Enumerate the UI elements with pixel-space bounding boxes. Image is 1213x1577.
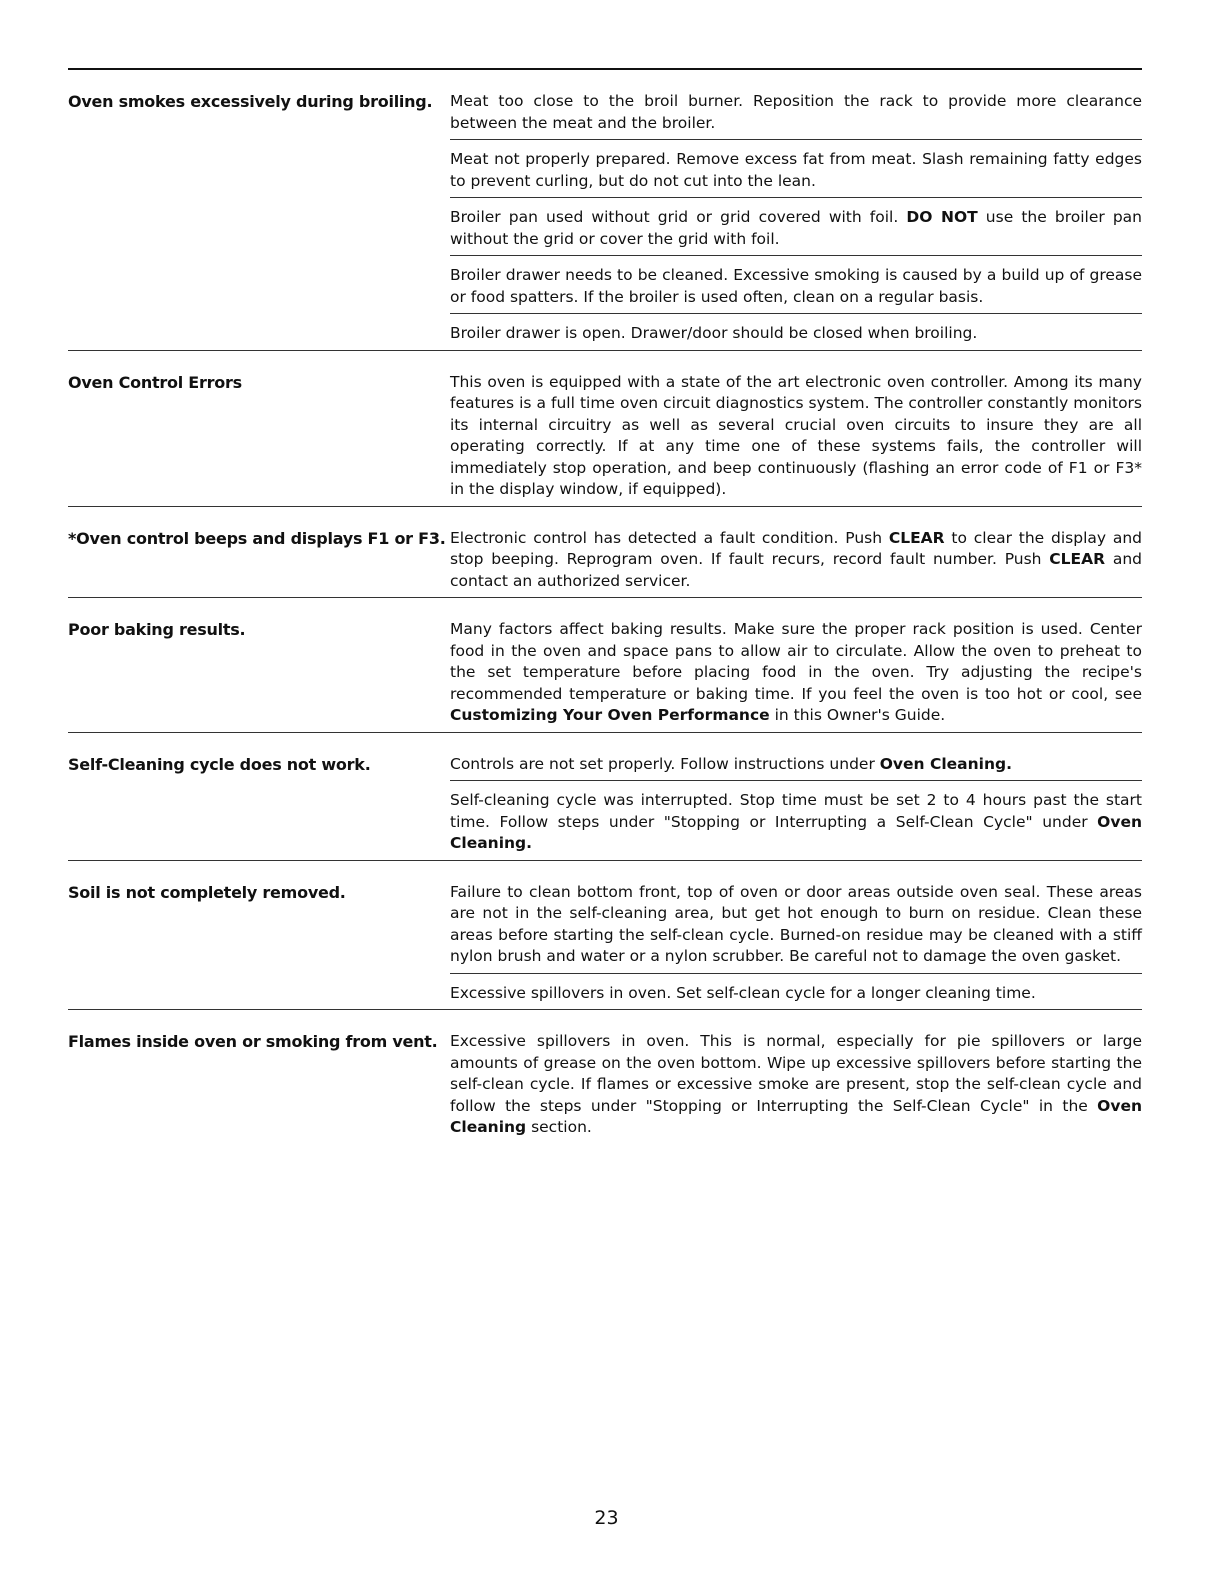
cause-solution xyxy=(450,733,1142,781)
cause-list xyxy=(450,507,1142,598)
text-run: Broiler drawer needs to be cleaned. Excessive smoking is caused by a build up of grease or food spatters. If the broiler is used often, clean on a regular basis. xyxy=(450,266,1142,306)
table-row xyxy=(68,350,1142,506)
cause-solution xyxy=(450,313,1142,350)
text-run: Excessive spillovers in oven. This is normal, especially for pie spillovers or large amounts of grease on the oven bottom. Wipe up excessive spillovers before starting the self-clean cycle. If flames or excessive smoke are present, stop the self-clean cycle and follow the steps under "Stopping or Interrupting the Self-Clean Cycle" in the xyxy=(450,1032,1142,1115)
table-row xyxy=(68,70,1142,350)
cause-list xyxy=(450,351,1142,506)
cause-list xyxy=(450,861,1142,1010)
text-run: Many factors affect baking results. Make sure the proper rack position is used. Center food in the oven and space pans to allow air to circulate. Allow the oven to preheat to the set temperature before placing food in the oven. Try adjusting the recipe's recommended temperature or baking time. If you feel the oven is too hot or cool, see xyxy=(450,620,1142,703)
cause-solution xyxy=(450,197,1142,255)
problem-label: *Oven control beeps and displays F1 or F3. xyxy=(68,528,446,548)
text-run: Failure to clean bottom front, top of oven or door areas outside oven seal. These areas are not in the self-cleaning area, but get hot enough to burn on residue. Clean these areas before starting the self-clean cycle. Burned-on residue may be cleaned with a stiff nylon brush and water or a nylon scrubber. Be careful not to damage the oven gasket. xyxy=(450,882,1142,965)
bold-term: CLEAR xyxy=(1049,550,1106,568)
table-row xyxy=(68,860,1142,1010)
cause-solution xyxy=(450,973,1142,1010)
text-run: This oven is equipped with a state of the art electronic oven controller. Among its many features is a full time oven circuit diagnostics system. The controller constantly monitors its internal circuitry as well as several crucial oven circuits to insure they are all operating correctly. If at any time one of these systems fails, the controller will immediately stop operation, and beep continuously (flashing an error code of F1 or F3* in the display window, if equipped). xyxy=(450,372,1142,498)
cause-list xyxy=(450,70,1142,350)
cause-solution xyxy=(450,598,1142,732)
text-run: Broiler drawer is open. Drawer/door should be closed when broiling. xyxy=(450,324,978,342)
cause-solution xyxy=(450,1010,1142,1144)
table-row xyxy=(68,597,1142,732)
cause-solution xyxy=(450,780,1142,860)
text-run: Meat not properly prepared. Remove excess fat from meat. Slash remaining fatty edges to prevent curling, but do not cut into the lean. xyxy=(450,150,1142,190)
problem-label: Poor baking results. xyxy=(68,620,246,639)
cause-solution xyxy=(450,351,1142,506)
text-run: section. xyxy=(526,1118,592,1136)
bold-term: Oven Cleaning. xyxy=(450,812,1142,852)
cause-solution xyxy=(450,507,1142,598)
text-run: Self-cleaning cycle was interrupted. Stop time must be set 2 to 4 hours past the start time. Follow steps under "Stopping or Interrupting a Self-Clean Cycle" under xyxy=(450,791,1142,831)
problem-label: Oven Control Errors xyxy=(68,372,242,392)
text-run: Controls are not set properly. Follow instructions under xyxy=(450,754,880,773)
cause-solution xyxy=(450,861,1142,973)
text-run: Electronic control has detected a fault condition. Push xyxy=(450,528,889,547)
cause-solution xyxy=(450,255,1142,313)
text-run: to clear the display and stop beeping. Reprogram oven. If fault recurs, record fault number. Push xyxy=(450,528,1142,568)
text-run: Broiler pan used without grid or grid covered with foil. xyxy=(450,208,907,226)
page-number: 23 xyxy=(594,1507,619,1529)
cause-solution xyxy=(450,70,1142,139)
text-run: and contact an authorized servicer. xyxy=(450,550,1142,590)
problem-label: Soil is not completely removed. xyxy=(68,882,346,902)
bold-term: Customizing Your Oven Performance xyxy=(450,706,770,724)
problem-label: Flames inside oven or smoking from vent. xyxy=(68,1032,438,1051)
text-run: in this Owner's Guide. xyxy=(769,706,946,724)
cause-solution xyxy=(450,139,1142,197)
cause-list xyxy=(450,598,1142,732)
text-run: use the broiler pan without the grid or cover the grid with foil. xyxy=(450,208,1142,248)
bold-term: Oven Cleaning. xyxy=(879,754,1012,773)
table-row xyxy=(68,506,1142,598)
problem-label: Oven smokes excessively during broiling. xyxy=(68,92,433,111)
problem-label: Self-Cleaning cycle does not work. xyxy=(68,754,371,774)
cause-list xyxy=(450,733,1142,860)
table-row xyxy=(68,1009,1142,1144)
table-row xyxy=(68,732,1142,860)
bold-term: DO NOT xyxy=(906,208,978,226)
troubleshooting-table xyxy=(68,70,1142,1144)
bold-term: CLEAR xyxy=(888,528,945,547)
bold-term: Oven Cleaning xyxy=(450,1096,1142,1136)
cause-list xyxy=(450,1010,1142,1144)
text-run: Excessive spillovers in oven. Set self-clean cycle for a longer cleaning time. xyxy=(450,983,1036,1002)
text-run: Meat too close to the broil burner. Reposition the rack to provide more clearance between the meat and the broiler. xyxy=(450,92,1142,132)
